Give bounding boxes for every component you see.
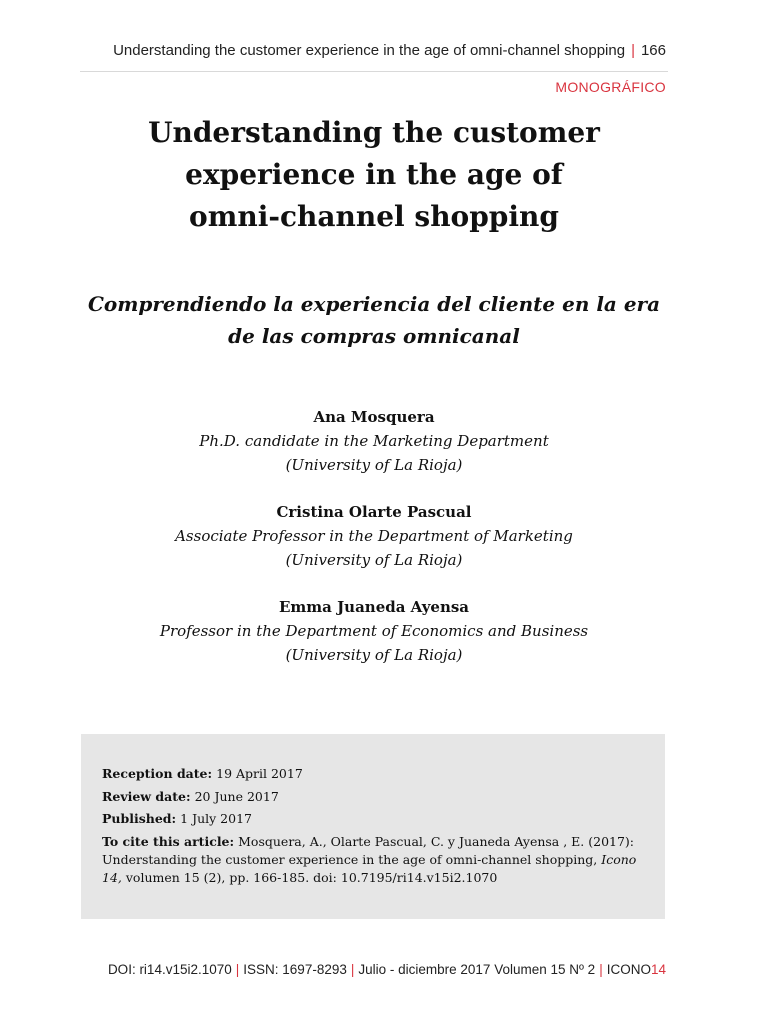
article-subtitle xyxy=(80,288,668,352)
reception-value: 19 April 2017 xyxy=(216,766,303,781)
author-position: Associate Professor in the Department of Marketing xyxy=(175,527,573,545)
review-value: 20 June 2017 xyxy=(194,788,279,804)
author-affiliation: (University of La Rioja) xyxy=(285,646,463,664)
header-rule xyxy=(80,71,668,72)
title-line: experience in the age of xyxy=(185,158,563,191)
author-affiliation: (University of La Rioja) xyxy=(285,456,463,474)
published-label: Published: xyxy=(102,811,177,826)
review-date xyxy=(102,786,643,809)
published-date xyxy=(102,808,643,831)
author-block xyxy=(80,405,668,477)
author-name: Emma Juaneda Ayensa xyxy=(278,598,470,616)
footer-issn: ISSN: 1697-8293 xyxy=(243,962,347,977)
published-value: 1 July 2017 xyxy=(180,811,252,826)
author-affiliation: (University of La Rioja) xyxy=(285,551,463,569)
footer-separator: | xyxy=(350,962,355,977)
journal-number: 14 xyxy=(650,962,666,977)
running-header xyxy=(113,42,666,59)
page-number: 166 xyxy=(640,42,666,59)
footer-separator: | xyxy=(235,962,240,977)
footer-separator: | xyxy=(599,962,603,977)
article-info-box xyxy=(81,734,665,919)
journal-name: ICONO xyxy=(606,962,651,977)
author-position: Ph.D. candidate in the Marketing Department xyxy=(199,432,549,450)
citation xyxy=(102,833,643,887)
cite-text: Mosquera, A., Olarte Pascual, C. y Juaneda Ayensa , E. (2017): Understanding the customer experience in the age of omni-channel shopping, xyxy=(102,833,635,867)
article-title xyxy=(80,112,668,238)
running-title: Understanding the customer experience in the age of omni-channel shopping xyxy=(113,42,626,59)
footer-doi: DOI: ri14.v15i2.1070 xyxy=(107,962,232,977)
author-position: Professor in the Department of Economics and Business xyxy=(159,622,589,640)
reception-label: Reception date: xyxy=(102,766,213,781)
author-block xyxy=(80,595,668,667)
subtitle-line: de las compras omnicanal xyxy=(228,324,520,348)
author-name: Ana Mosquera xyxy=(313,408,435,426)
author-block xyxy=(80,500,668,572)
title-line: omni-channel shopping xyxy=(189,200,559,233)
page-footer xyxy=(108,962,666,977)
cite-label: To cite this article: xyxy=(102,833,235,849)
review-label: Review date: xyxy=(102,788,191,804)
footer-issue: Julio - diciembre 2017 Volumen 15 Nº 2 xyxy=(358,962,596,977)
section-label: MONOGRÁFICO xyxy=(555,79,666,95)
title-line: Understanding the customer xyxy=(148,116,600,149)
author-list xyxy=(80,405,668,690)
header-separator: | xyxy=(631,42,635,59)
author-name: Cristina Olarte Pascual xyxy=(276,503,472,521)
reception-date xyxy=(102,763,643,786)
subtitle-line: Comprendiendo la experiencia del cliente en la era xyxy=(87,292,661,316)
cite-details: volumen 15 (2), pp. 166-185. doi: 10.7195/ri14.v15i2.1070 xyxy=(125,869,498,885)
cite-journal: Icono 14, xyxy=(102,851,637,885)
